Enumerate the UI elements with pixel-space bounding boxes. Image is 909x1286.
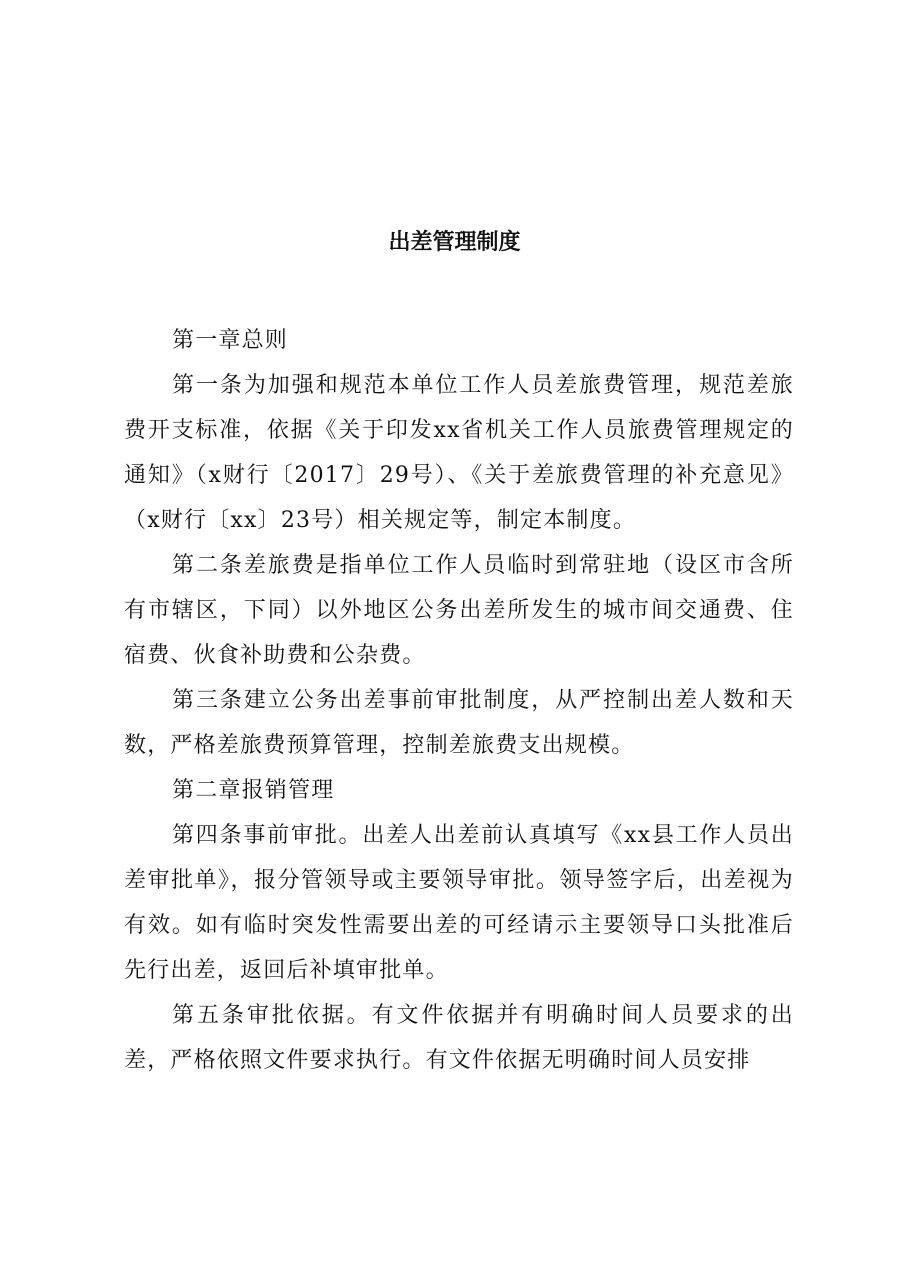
article-1-paragraph: 第一条为加强和规范本单位工作人员差旅费管理，规范差旅费开支标准，依据《关于印发xx省机关工作人员旅费管理规定的通知》（x财行〔2017〕29号）、《关于差旅费管理的补充意见》（x财行〔xx〕23号）相关规定等，制定本制度。 <box>124 373 794 533</box>
document-body <box>124 318 794 1083</box>
document-title: 出差管理制度 <box>388 230 521 255</box>
article-2-paragraph: 第二条差旅费是指单位工作人员临时到常驻地（设区市含所有市辖区，下同）以外地区公务出差所发生的城市间交通费、住宿费、伙食补助费和公杂费。 <box>124 553 794 668</box>
article-5-paragraph: 第五条审批依据。有文件依据并有明确时间人员要求的出差，严格依照文件要求执行。有文件依据无明确时间人员安排 <box>124 1003 794 1073</box>
chapter-heading-2: 第二章报销管理 <box>172 778 335 803</box>
article-4-paragraph: 第四条事前审批。出差人出差前认真填写《xx县工作人员出差审批单》，报分管领导或主要领导审批。领导签字后，出差视为有效。如有临时突发性需要出差的可经请示主要领导口头批准后先行出差，返回后补填审批单。 <box>124 823 794 983</box>
chapter-heading-1: 第一章总则 <box>172 328 289 353</box>
article-3-paragraph: 第三条建立公务出差事前审批制度，从严控制出差人数和天数，严格差旅费预算管理，控制差旅费支出规模。 <box>124 688 794 758</box>
